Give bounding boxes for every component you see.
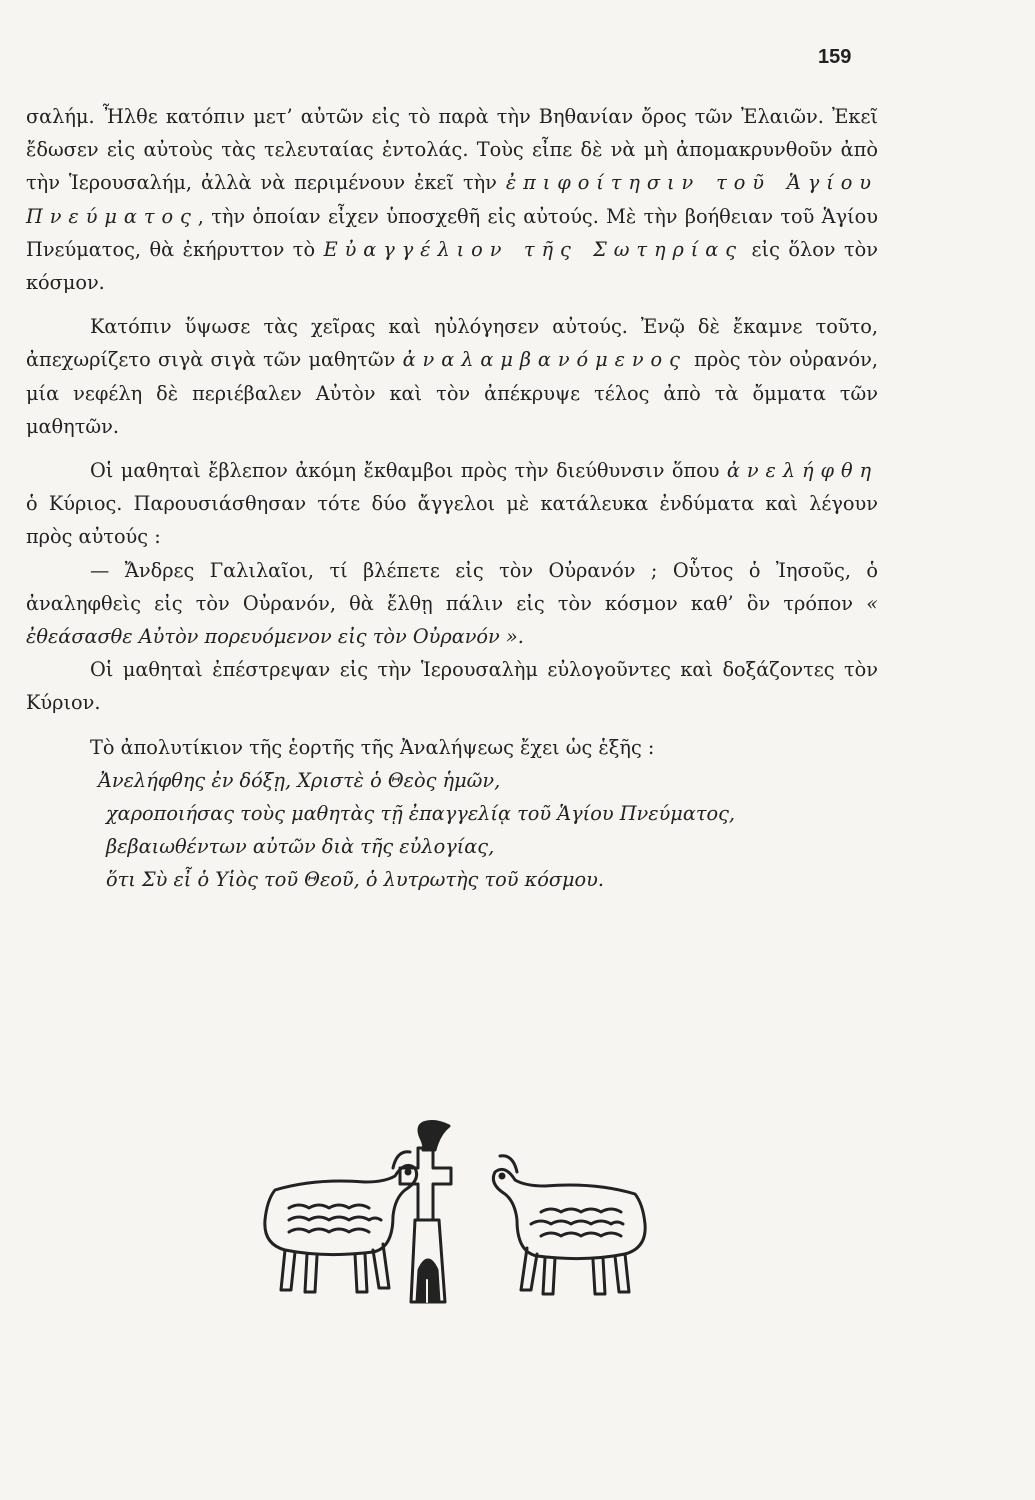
hymn-line-3: βεβαιωθέντων αὐτῶν διὰ τῆς εὐλογίας, <box>106 835 495 859</box>
quoted-italic: « ἐθεάσασθε Αὐτὸν πορευόμενον εἰς τὸν Οὐρανόν ». <box>26 591 878 649</box>
text-run: , τὴν ὁποίαν εἶχεν ὑποσχεθῆ εἰς αὐτούς. Μὲ τὴν βοήθειαν τοῦ Ἁγίου Πνεύματος, θὰ ἐκήρυττον τὸ <box>26 204 878 261</box>
paragraph-6: Τὸ ἀπολυτίκιον τῆς ἑορτῆς τῆς Ἀναλήψεως ἔχει ὡς ἑξῆς : <box>90 735 655 759</box>
paragraph-1 <box>26 100 878 299</box>
apolytikion-hymn <box>26 764 878 897</box>
hymn-line-4: ὅτι Σὺ εἶ ὁ Υἱὸς τοῦ Θεοῦ, ὁ λυτρωτὴς τοῦ κόσμου. <box>106 868 604 892</box>
paragraph-5: Οἱ μαθηταὶ ἐπέστρεψαν εἰς τὴν Ἱερουσαλὴμ εὐλογοῦντες καὶ δοξάζοντες τὸν Κύριον. <box>26 658 878 715</box>
spaced-emphasis: ἐπιφοίτησιν τοῦ Ἁγίου Πνεύματος <box>26 171 878 228</box>
spaced-emphasis: Εὐαγγέλιον τῆς Σωτηρίας <box>323 237 744 261</box>
text-run: Οἱ μαθηταὶ ἔβλεπον ἀκόμη ἔκθαμβοι πρὸς τὴν διεύθυνσιν ὅπου <box>90 459 727 483</box>
paragraph-2 <box>26 310 878 443</box>
body-text <box>26 100 878 897</box>
text-run: εἰς ὅλον τὸν κόσμον. <box>26 237 879 295</box>
lambs-and-cross-emblem <box>255 1120 655 1350</box>
text-run: σαλήμ. Ἦλθε κατόπιν μετ’ αὐτῶν εἰς τὸ παρὰ τὴν Βηθανίαν ὄρος τῶν Ἐλαιῶν. Ἐκεῖ ἔδωσεν εἰς αὐτοὺς τὰς τελευταίας ἐντολάς. Τοὺς εἶπε δὲ νὰ μὴ ἀπομακρυνθοῦν ἀπὸ τὴν Ἱερουσαλήμ, ἀλλὰ νὰ περιμένουν ἐκεῖ τὴν <box>26 105 878 195</box>
text-run: — Ἄνδρες Γαλιλαῖοι, τί βλέπετε εἰς τὸν Οὐρανόν ; Οὗτος ὁ Ἰησοῦς, ὁ ἀναληφθεὶς εἰς τὸν Οὐρανόν, θὰ ἔλθῃ πάλιν εἰς τὸν κόσμον καθ’ ὃν τρόπον <box>26 558 878 615</box>
paragraph-3 <box>26 454 878 554</box>
text-run: Κατόπιν ὕψωσε τὰς χεῖρας καὶ ηὐλόγησεν αὐτούς. Ἐνῷ δὲ ἔκαμνε τοῦτο, ἀπεχωρίζετο σιγὰ σιγὰ τῶν μαθητῶν <box>26 315 878 372</box>
hymn-line-2: χαροποιήσας τοὺς μαθητὰς τῇ ἐπαγγελίᾳ τοῦ Ἁγίου Πνεύματος, <box>106 802 736 826</box>
spaced-emphasis: ἀνελήφθη <box>726 459 878 483</box>
cross-icon <box>400 1122 451 1303</box>
hymn-line-1: Ἀνελήφθης ἐν δόξῃ, Χριστὲ ὁ Θεὸς ἡμῶν, <box>98 768 501 792</box>
left-lamb-icon <box>265 1152 417 1292</box>
paragraph-4 <box>26 554 878 654</box>
spaced-emphasis: ἀναλαμβανόμενος <box>402 348 687 372</box>
text-run: πρὸς τὸν οὐρανόν, μία νεφέλη δὲ περιέβαλεν Αὐτὸν καὶ τὸν ἀπέκρυψε τέλος ἀπὸ τὰ ὄμματα τῶν μαθητῶν. <box>26 348 878 438</box>
right-lamb-icon <box>493 1156 645 1294</box>
page-number: 159 <box>818 46 852 68</box>
text-run: ὁ Κύριος. Παρουσιάσθησαν τότε δύο ἄγγελοι μὲ κατάλευκα ἐνδύματα καὶ λέγουν πρὸς αὐτούς : <box>26 492 878 549</box>
